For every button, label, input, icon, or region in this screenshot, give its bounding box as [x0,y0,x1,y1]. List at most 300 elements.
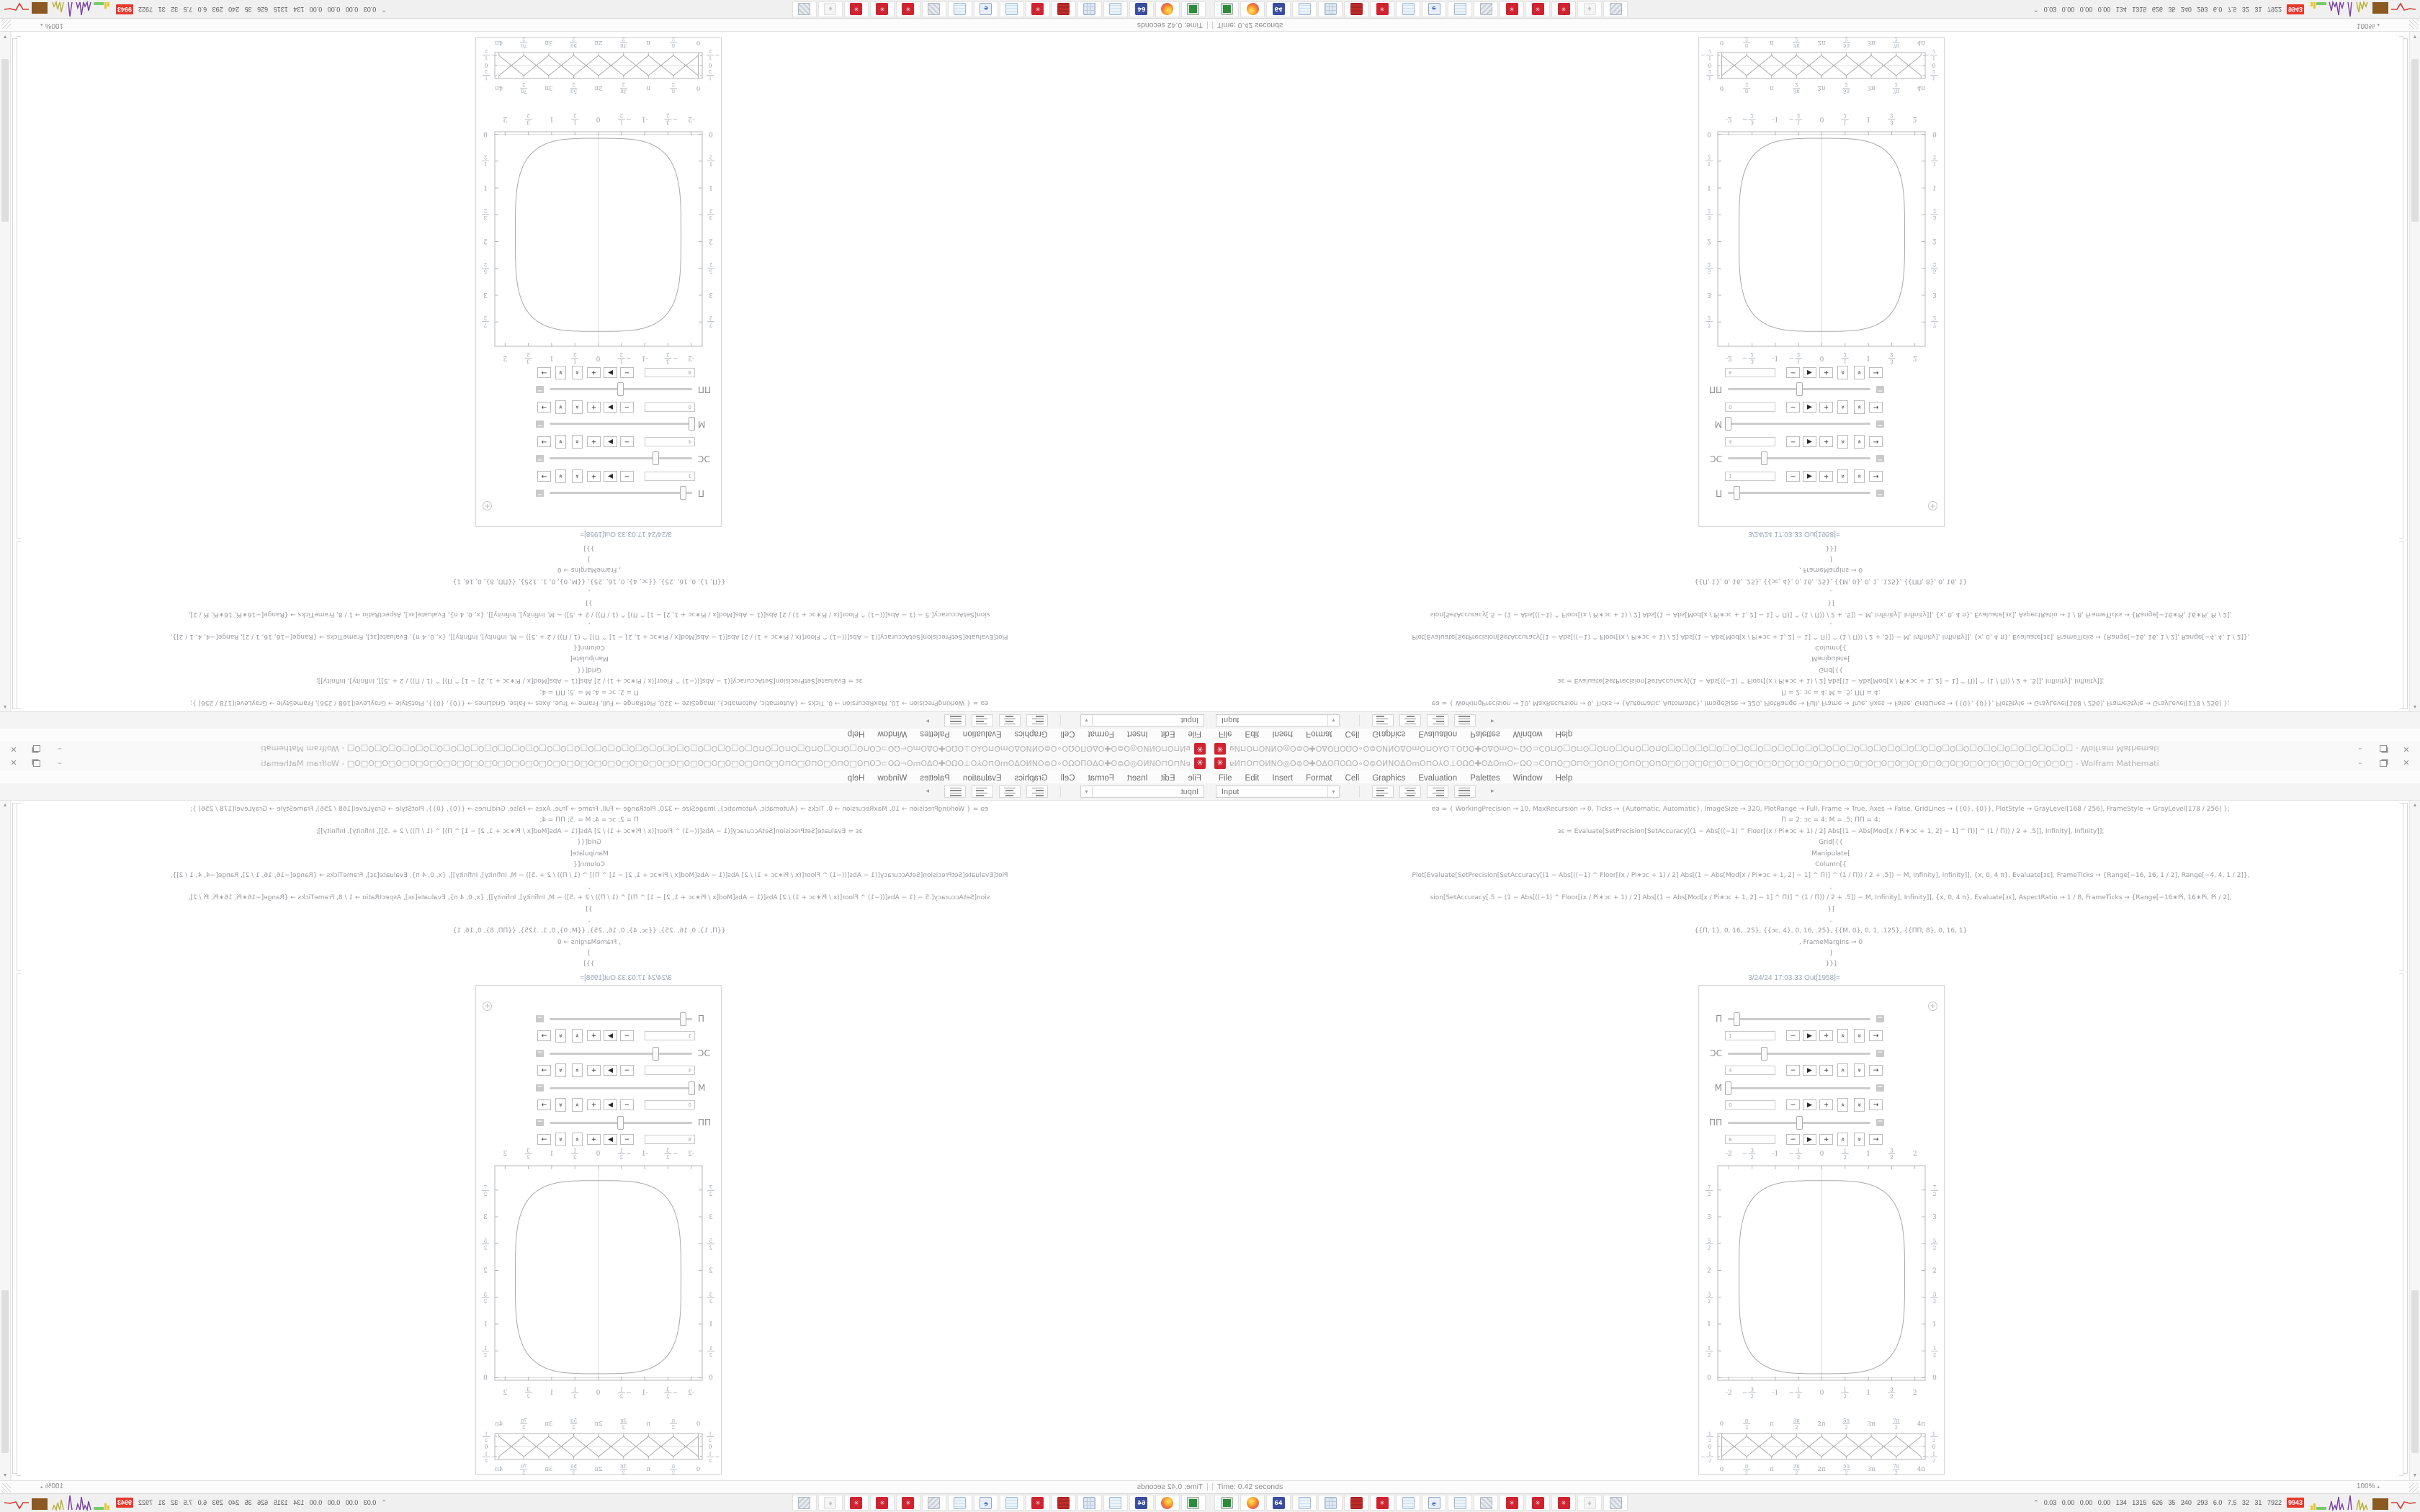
document-icon[interactable] [1000,1495,1024,1511]
close-button[interactable]: ✕ [2403,744,2410,754]
step-forward-button[interactable]: + [1819,1134,1833,1145]
slider-handle[interactable] [617,1116,624,1130]
faster-button[interactable]: « [572,1098,583,1112]
resize-grip[interactable] [1,1483,11,1493]
slider-value-field[interactable]: 8 [645,369,695,378]
align-right-icon[interactable] [972,786,993,798]
menu-item-cell[interactable]: Cell [1345,729,1360,738]
slider-track[interactable] [1728,1053,1870,1055]
menu-item-help[interactable]: Help [1555,729,1573,738]
direction-button[interactable]: → [537,1134,551,1145]
menu-item-cell[interactable]: Cell [1345,774,1360,783]
step-back-button[interactable]: − [620,368,634,379]
firefox-icon[interactable] [1155,1495,1180,1511]
slider-handle[interactable] [653,452,660,466]
direction-button[interactable]: → [537,368,551,379]
align-left-icon[interactable] [1026,714,1048,726]
scroll-up-icon[interactable]: ▲ [2412,803,2418,808]
slower-button[interactable]: » [1854,1029,1865,1043]
scroll-down-icon[interactable]: ▼ [2,34,8,39]
direction-button[interactable]: → [1869,368,1883,379]
direction-button[interactable]: → [537,402,551,413]
tray-chevron-up-icon[interactable]: ⌃ [381,6,387,14]
calculator-icon[interactable] [1077,1495,1102,1511]
floppy64-icon[interactable] [1266,1,1291,17]
vertical-scrollbar[interactable] [0,32,11,711]
restore-button[interactable] [29,743,45,755]
cell-bracket-input[interactable] [2399,541,2403,709]
slider-handle[interactable] [689,418,695,431]
faster-button[interactable]: « [572,1029,583,1043]
direction-button[interactable]: → [537,1030,551,1041]
menu-item-graphics[interactable]: Graphics [1014,729,1048,738]
scrollbar-thumb[interactable] [2411,1290,2419,1454]
menu-item-palettes[interactable]: Palettes [920,774,950,783]
align-left-icon[interactable] [1026,786,1048,798]
step-forward-button[interactable]: + [587,472,601,482]
collapse-animator-button[interactable]: − [537,1118,543,1125]
step-forward-button[interactable]: + [1819,1099,1833,1110]
step-forward-button[interactable]: + [587,1065,601,1076]
slower-button[interactable]: » [555,436,566,449]
slider-track[interactable] [550,458,692,460]
document-icon[interactable] [1448,1,1472,17]
pages-stack-icon[interactable] [1603,1,1628,17]
scroll-down-icon[interactable]: ▼ [2412,34,2418,39]
faster-button[interactable]: « [1837,1098,1848,1112]
faster-button[interactable]: « [572,1063,583,1077]
slider-handle[interactable] [1725,1081,1731,1095]
menu-item-insert[interactable]: Insert [1272,774,1294,783]
step-forward-button[interactable]: + [1819,402,1833,413]
direction-button[interactable]: → [537,1065,551,1076]
menu-item-window[interactable]: Window [1512,774,1543,783]
manipulate-options-icon[interactable]: + [1928,501,1937,510]
vertical-scrollbar[interactable] [2409,801,2420,1480]
slider-handle[interactable] [680,487,686,500]
slower-button[interactable]: » [1854,436,1865,449]
slider-handle[interactable] [1761,1047,1767,1061]
play-button[interactable]: ▶ [604,1099,617,1110]
align-right-icon[interactable] [1427,786,1448,798]
slider-track[interactable] [1728,389,1870,391]
cell-bracket-output[interactable] [17,36,21,539]
document-icon[interactable] [1396,1495,1420,1511]
collapse-animator-button[interactable]: − [1877,490,1883,498]
play-button[interactable]: ▶ [604,437,617,448]
slider-handle[interactable] [1796,383,1803,397]
mathematica-icon[interactable] [1370,1,1394,17]
mathematica-icon[interactable] [896,1495,920,1511]
restore-button[interactable] [29,757,45,769]
step-back-button[interactable]: − [620,402,634,413]
scroll-down-icon[interactable]: ▼ [2,1473,8,1478]
slider-handle[interactable] [617,383,624,397]
scrollbar-thumb[interactable] [1,1290,9,1454]
slower-button[interactable]: » [555,470,566,484]
align-justify-icon[interactable] [1454,714,1476,726]
step-forward-button[interactable]: + [1819,472,1833,482]
ghost-app-icon[interactable] [1577,1,1602,17]
faster-button[interactable]: « [1837,436,1848,449]
mathematica-icon[interactable] [870,1495,895,1511]
slider-handle[interactable] [653,1047,660,1061]
collapse-animator-button[interactable]: − [1877,1084,1883,1091]
mathematica-icon[interactable] [896,1,920,17]
slider-value-field[interactable]: 8 [645,1135,695,1144]
toolbar-more-button[interactable]: ▸ [926,787,929,794]
toolbar-more-button[interactable]: ▸ [926,718,929,725]
collapse-animator-button[interactable]: − [1877,1049,1883,1056]
menu-item-help[interactable]: Help [1555,774,1573,783]
scrollbar-thumb[interactable] [2411,59,2419,222]
menu-item-graphics[interactable]: Graphics [1014,774,1048,783]
collapse-animator-button[interactable]: − [1877,1118,1883,1125]
menu-item-evaluation[interactable]: Evaluation [962,774,1002,783]
step-back-button[interactable]: − [620,1030,634,1041]
slower-button[interactable]: » [555,1029,566,1043]
floppy64-icon[interactable] [1129,1,1154,17]
step-forward-button[interactable]: + [1819,1065,1833,1076]
menu-item-file[interactable]: File [1219,774,1232,783]
align-justify-icon[interactable] [944,714,966,726]
slower-button[interactable]: » [1854,1133,1865,1146]
slider-track[interactable] [1728,423,1870,426]
faster-button[interactable]: « [1837,401,1848,415]
vertical-scrollbar[interactable] [2409,32,2420,711]
vertical-scrollbar[interactable] [0,801,11,1480]
play-button[interactable]: ▶ [604,472,617,482]
align-justify-icon[interactable] [1454,786,1476,798]
menu-item-evaluation[interactable]: Evaluation [1418,774,1458,783]
document-icon[interactable] [1448,1495,1472,1511]
align-center-icon[interactable] [1399,714,1421,726]
step-back-button[interactable]: − [620,437,634,448]
slider-track[interactable] [1728,1122,1870,1124]
menu-item-edit[interactable]: Edit [1245,774,1260,783]
document-icon[interactable] [1000,1,1024,17]
ghost-app-icon[interactable] [1577,1495,1602,1511]
collapse-animator-button[interactable]: − [1877,1014,1883,1022]
menu-item-help[interactable]: Help [847,774,865,783]
faster-button[interactable]: « [572,470,583,484]
step-forward-button[interactable]: + [587,1134,601,1145]
mathematica-icon[interactable] [1026,1495,1050,1511]
explorer-icon[interactable] [974,1495,998,1511]
step-back-button[interactable]: − [620,1065,634,1076]
notepad-icon[interactable] [1292,1,1317,17]
slider-track[interactable] [550,1122,692,1124]
calculator-icon[interactable] [1318,1,1343,17]
slider-track[interactable] [1728,1087,1870,1089]
notepad-icon[interactable] [1103,1,1128,17]
mathematica-icon[interactable] [844,1,869,17]
play-button[interactable]: ▶ [604,1065,617,1076]
slider-value-field[interactable]: 4 [1725,438,1775,447]
play-button[interactable]: ▶ [1803,402,1816,413]
step-back-button[interactable]: − [1786,1134,1800,1145]
magnification-control[interactable]: 100%▴ [40,22,64,30]
mathematica-icon[interactable] [844,1495,869,1511]
close-button[interactable]: ✕ [10,744,17,754]
collapse-animator-button[interactable]: − [537,1049,543,1056]
step-forward-button[interactable]: + [587,1030,601,1041]
calculator-icon[interactable] [1318,1495,1343,1511]
slider-track[interactable] [550,1087,692,1089]
tray-chevron-up-icon[interactable]: ⌃ [2033,6,2039,14]
magnification-control[interactable]: 100%▴ [40,1482,64,1490]
ghost-app-icon[interactable] [818,1,843,17]
menu-item-format[interactable]: Format [1088,774,1114,783]
slower-button[interactable]: » [555,1063,566,1077]
ghost-app-icon[interactable] [818,1495,843,1511]
align-left-icon[interactable] [1372,786,1394,798]
menu-item-graphics[interactable]: Graphics [1372,729,1406,738]
step-back-button[interactable]: − [1786,437,1800,448]
direction-button[interactable]: → [537,1099,551,1110]
direction-button[interactable]: → [1869,1065,1883,1076]
faster-button[interactable]: « [1837,366,1848,380]
slider-track[interactable] [1728,1018,1870,1020]
menu-item-cell[interactable]: Cell [1060,774,1075,783]
mathematica-icon[interactable] [1525,1495,1550,1511]
direction-button[interactable]: → [1869,1099,1883,1110]
slider-track[interactable] [1728,458,1870,460]
minimize-button[interactable]: – [58,744,62,754]
menu-item-edit[interactable]: Edit [1160,774,1175,783]
slider-handle[interactable] [1761,452,1767,466]
slider-track[interactable] [1728,492,1870,495]
direction-button[interactable]: → [537,437,551,448]
step-forward-button[interactable]: + [1819,1030,1833,1041]
step-back-button[interactable]: − [1786,402,1800,413]
restore-button[interactable] [2375,743,2391,755]
notepad-icon[interactable] [1292,1495,1317,1511]
calculator-icon[interactable] [1077,1,1102,17]
play-button[interactable]: ▶ [604,368,617,379]
slider-value-field[interactable]: 4 [645,438,695,447]
step-back-button[interactable]: − [1786,1030,1800,1041]
terminal-icon[interactable] [1214,1,1239,17]
collapse-animator-button[interactable]: − [537,421,543,428]
slower-button[interactable]: » [1854,470,1865,484]
play-button[interactable]: ▶ [1803,1134,1816,1145]
explorer-icon[interactable] [1422,1,1446,17]
close-button[interactable]: ✕ [2403,758,2410,768]
manipulate-options-icon[interactable]: + [483,1002,492,1011]
step-forward-button[interactable]: + [587,368,601,379]
toolbar-more-button[interactable]: ▸ [1491,718,1494,725]
faster-button[interactable]: « [572,436,583,449]
step-forward-button[interactable]: + [587,1099,601,1110]
slider-value-field[interactable]: 1 [645,472,695,482]
align-center-icon[interactable] [999,714,1021,726]
slider-track[interactable] [550,492,692,495]
mathematica-icon[interactable] [1500,1,1524,17]
cell-bracket-outer[interactable] [2403,38,2408,709]
scroll-up-icon[interactable]: ▲ [2,803,8,808]
faster-button[interactable]: « [572,401,583,415]
align-right-icon[interactable] [972,714,993,726]
slider-handle[interactable] [689,1081,695,1095]
slower-button[interactable]: » [555,366,566,380]
close-button[interactable]: ✕ [10,758,17,768]
mathematica-icon[interactable] [870,1,895,17]
play-button[interactable]: ▶ [1803,368,1816,379]
notepad-icon[interactable] [1103,1495,1128,1511]
direction-button[interactable]: → [1869,1134,1883,1145]
cell-style-dropdown[interactable]: Input ▾ [1080,714,1204,726]
menu-item-edit[interactable]: Edit [1245,729,1260,738]
slider-handle[interactable] [1734,1012,1740,1026]
play-button[interactable]: ▶ [604,402,617,413]
minimize-button[interactable]: – [58,758,62,768]
play-button[interactable]: ▶ [604,1134,617,1145]
slider-value-field[interactable]: 1 [1725,472,1775,482]
step-back-button[interactable]: − [1786,1099,1800,1110]
step-back-button[interactable]: − [1786,368,1800,379]
cell-bracket-output[interactable] [17,973,21,1476]
tray-chevron-up-icon[interactable]: ⌃ [381,1498,387,1506]
slider-track[interactable] [550,1018,692,1020]
slider-track[interactable] [550,1053,692,1055]
mathematica-icon[interactable] [1551,1,1576,17]
cell-bracket-input[interactable] [17,803,21,971]
step-forward-button[interactable]: + [587,402,601,413]
cell-style-dropdown[interactable]: Input ▾ [1080,786,1204,798]
direction-button[interactable]: → [1869,437,1883,448]
align-center-icon[interactable] [1399,786,1421,798]
menu-item-cell[interactable]: Cell [1060,729,1075,738]
slower-button[interactable]: » [1854,1063,1865,1077]
play-button[interactable]: ▶ [1803,1065,1816,1076]
slider-value-field[interactable]: 0 [1725,1100,1775,1110]
faster-button[interactable]: « [572,1133,583,1146]
magnification-control[interactable]: 100% ▴ [2356,1482,2380,1490]
minimize-button[interactable]: – [2358,744,2362,754]
slider-value-field[interactable]: 4 [645,1066,695,1075]
menu-item-insert[interactable]: Insert [1126,729,1148,738]
floppy64-icon[interactable] [1266,1495,1291,1511]
restore-button[interactable] [2375,757,2391,769]
cell-bracket-output[interactable] [2399,36,2403,539]
slider-handle[interactable] [1734,487,1740,500]
collapse-animator-button[interactable]: − [537,387,543,394]
firefox-icon[interactable] [1240,1495,1265,1511]
slower-button[interactable]: » [1854,366,1865,380]
slider-value-field[interactable]: 0 [645,1100,695,1110]
slider-handle[interactable] [1725,418,1731,431]
scroll-up-icon[interactable]: ▲ [2412,704,2418,709]
scrollbar-thumb[interactable] [1,59,9,222]
mathematica-icon[interactable] [1525,1,1550,17]
slider-value-field[interactable]: 0 [645,403,695,413]
collapse-animator-button[interactable]: − [1877,387,1883,394]
slider-value-field[interactable]: 1 [645,1031,695,1040]
play-button[interactable]: ▶ [1803,437,1816,448]
menu-item-insert[interactable]: Insert [1272,729,1294,738]
collapse-animator-button[interactable]: − [537,1084,543,1091]
slider-value-field[interactable]: 8 [1725,1135,1775,1144]
slider-track[interactable] [550,389,692,391]
menu-item-evaluation[interactable]: Evaluation [962,729,1002,738]
menu-item-window[interactable]: Window [877,774,908,783]
terminal-icon[interactable] [1214,1495,1239,1511]
toolbar-more-button[interactable]: ▸ [1491,787,1494,794]
play-button[interactable]: ▶ [1803,472,1816,482]
collapse-animator-button[interactable]: − [537,490,543,498]
menu-item-file[interactable]: File [1188,774,1201,783]
resize-grip[interactable] [1,19,11,29]
menu-item-window[interactable]: Window [1512,729,1543,738]
explorer-icon[interactable] [1422,1495,1446,1511]
slower-button[interactable]: » [555,1133,566,1146]
menu-item-format[interactable]: Format [1306,729,1332,738]
step-back-button[interactable]: − [1786,1065,1800,1076]
play-button[interactable]: ▶ [604,1030,617,1041]
menu-item-format[interactable]: Format [1088,729,1114,738]
firefox-icon[interactable] [1240,1,1265,17]
red-canister-icon[interactable] [1344,1495,1368,1511]
pages-stack-icon[interactable] [922,1495,946,1511]
align-left-icon[interactable] [1372,714,1394,726]
collapse-animator-button[interactable]: − [537,1014,543,1022]
manipulate-options-icon[interactable]: + [483,501,492,510]
cell-style-dropdown[interactable]: Input ▾ [1216,714,1340,726]
menu-item-palettes[interactable]: Palettes [920,729,950,738]
pages-stack-icon[interactable] [1474,1,1498,17]
slider-value-field[interactable]: 4 [1725,1066,1775,1075]
cell-bracket-outer[interactable] [2403,803,2408,1474]
red-canister-icon[interactable] [1344,1,1368,17]
step-forward-button[interactable]: + [1819,437,1833,448]
document-icon[interactable] [948,1,972,17]
menu-item-insert[interactable]: Insert [1126,774,1148,783]
step-forward-button[interactable]: + [1819,368,1833,379]
document-icon[interactable] [1396,1,1420,17]
cell-style-dropdown[interactable]: Input ▾ [1216,786,1340,798]
faster-button[interactable]: « [572,366,583,380]
document-icon[interactable] [948,1495,972,1511]
slider-value-field[interactable]: 0 [1725,403,1775,413]
align-right-icon[interactable] [1427,714,1448,726]
slower-button[interactable]: » [1854,401,1865,415]
collapse-animator-button[interactable]: − [1877,456,1883,463]
menu-item-format[interactable]: Format [1306,774,1332,783]
terminal-icon[interactable] [1181,1495,1206,1511]
menu-item-file[interactable]: File [1219,729,1232,738]
manipulate-options-icon[interactable]: + [1928,1002,1937,1011]
step-back-button[interactable]: − [1786,472,1800,482]
cell-bracket-input[interactable] [2399,803,2403,971]
step-forward-button[interactable]: + [587,437,601,448]
collapse-animator-button[interactable]: − [537,456,543,463]
slider-value-field[interactable]: 1 [1725,1031,1775,1040]
pages-stack-icon[interactable] [1474,1495,1498,1511]
direction-button[interactable]: → [537,472,551,482]
scroll-down-icon[interactable]: ▼ [2412,1473,2418,1478]
mathematica-icon[interactable] [1370,1495,1394,1511]
menu-item-palettes[interactable]: Palettes [1470,774,1500,783]
slider-handle[interactable] [1796,1116,1803,1130]
terminal-icon[interactable] [1181,1,1206,17]
play-button[interactable]: ▶ [1803,1030,1816,1041]
tray-chevron-up-icon[interactable]: ⌃ [2033,1498,2039,1506]
pages-stack-icon[interactable] [922,1,946,17]
minimize-button[interactable]: – [2358,758,2362,768]
step-back-button[interactable]: − [620,472,634,482]
step-back-button[interactable]: − [620,1134,634,1145]
